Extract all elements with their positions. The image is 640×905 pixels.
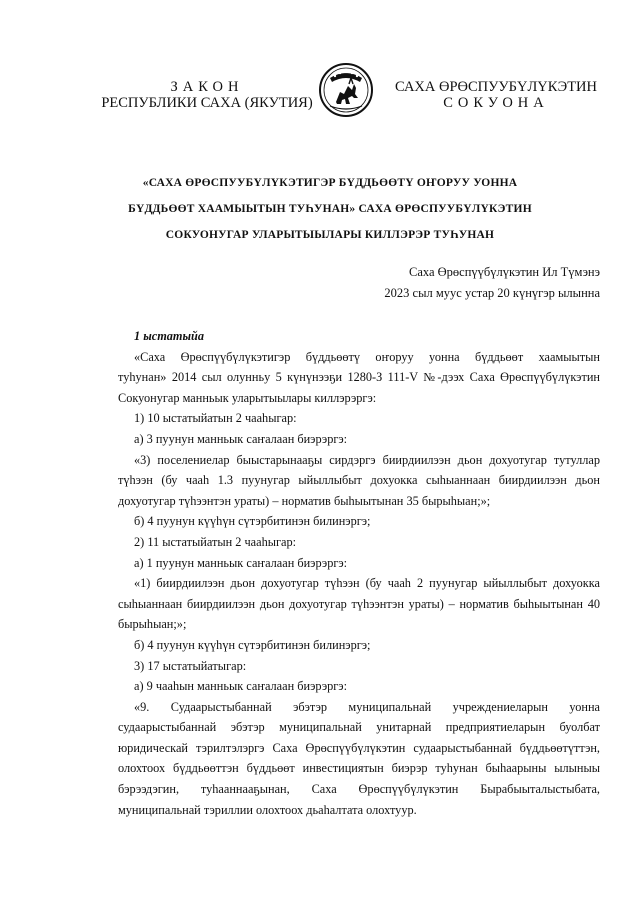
quote-9-line3: юридическай тэрилтэлэргэ Саха Өрөспүүбүлүкэтин судаарыстыбаннай бүддьөөтүттэн, — [118, 740, 600, 755]
quote-9-line4: олохтоох бүддьөөттэн бүддьөөт инвестициятын биэрэр туһунан быһаарыны ылыныы — [118, 761, 600, 776]
law-title — [120, 170, 540, 248]
title-line1: «САХА ӨРӨСПУУБҮЛҮКЭТИГЭР БҮДДЬӨӨТҮ ОҤОРУУ УОННА — [142, 177, 518, 189]
adoption-line2: 2023 сыл муус устар 20 күнүгэр ылынна — [384, 286, 600, 300]
item-1: 1) 10 ыстатыйатын 2 чааһыгар: — [134, 411, 297, 426]
quote-3-line1: «3) поселениелар быыстарынааҕы сирдэргэ биирдиилээн дьон дохуотугар тутуллар — [134, 452, 600, 467]
title-line3: СОКУОНУГАР УЛАРЫТЫЫЛАРЫ КИЛЛЭРЭР ТУҺУНАН — [165, 229, 495, 241]
item-1b: б) 4 пуунун күүһүн сүтэрбитинэн билинэргэ; — [134, 514, 371, 529]
quote-9-line6: муниципальнай тэриллии олохтоох дьаһалтата олохтуур. — [118, 802, 417, 817]
header-left-line1: ЗАКОН — [170, 79, 244, 95]
intro-line2: туһунан» 2014 сыл олунньу 5 күнүнээҕи 1280-З 111-V №-дээх Саха Өрөспүүбүлүкэтин — [118, 370, 600, 385]
document-body — [118, 326, 600, 820]
quote-9-line1: «9. Судаарыстыбаннай эбэтэр муниципальнай учреждениеларын уонна — [134, 699, 600, 714]
header-right-line2: СОКУОНА — [443, 95, 549, 111]
item-3: 3) 17 ыстатыйатыгар: — [134, 658, 247, 673]
item-1a: а) 3 пуунун манньык саҥалаан биэрэргэ: — [134, 431, 348, 446]
title-line2: БҮДДЬӨӨТ ХААМЫЫТЫН ТУҺУНАН» САХА ӨРӨСПУУБҮЛҮКЭТИН — [128, 203, 532, 215]
header-left-line2: РЕСПУБЛИКИ САХА (ЯКУТИЯ) — [101, 95, 313, 111]
item-2a: а) 1 пуунун манньык саҥалаан биэрэргэ: — [134, 555, 348, 570]
header-yakut — [380, 79, 612, 111]
quote-3-line2: түһээн (бу чааһ 1.3 пуунугар ыйыллыбыт дохуокка сыһыаннаан биирдиилээн дьон — [118, 473, 600, 488]
intro-line1: «Саха Өрөспүүбүлүкэтигэр бүддьөөтү оҥоруу уонна бүддьөөт хаамыытын — [134, 349, 600, 364]
item-3a: а) 9 чааһын манньык саҥалаан биэрэргэ: — [134, 679, 347, 694]
intro-line3: Сокуонугар манньык уларытыылары киллэрэргэ: — [118, 390, 377, 405]
quote-1-line3: бырыһыан;»; — [118, 617, 187, 632]
header-right-line1: САХА ӨРӨСПУУБҮЛҮКЭТИН — [395, 79, 597, 95]
adoption-line1: Саха Өрөспүүбүлүкэтин Ил Түмэнэ — [408, 265, 600, 279]
item-2b: б) 4 пуунун күүһүн сүтэрбитинэн билинэргэ; — [134, 637, 371, 652]
adoption-note — [384, 262, 600, 304]
article-heading: 1 ыстатыйа — [134, 329, 205, 343]
header-russian — [92, 79, 322, 111]
coat-of-arms-emblem-icon — [318, 62, 374, 118]
quote-1-line1: «1) биирдиилээн дьон дохуотугар түһээн (бу чааһ 2 пуунугар ыйыллыбыт дохуокка — [134, 576, 600, 591]
quote-1-line2: сыһыаннаан биирдиилээн дьон дохуотугар түһээнтэн ураты) – норматив быһыытынан 40 — [118, 596, 600, 611]
quote-3-line3: дохуотугар түһээнтэн ураты) – норматив быһыытынан 35 бырыһыан;»; — [118, 493, 491, 508]
item-2: 2) 11 ыстатыйатын 2 чааһыгар: — [134, 534, 297, 549]
quote-9-line5: бэрээдэгин, туһааннааҕынан, Саха Өрөспүүбүлүкэтин Бырабыыталыстыбата, — [118, 782, 600, 797]
quote-9-line2: судаарыстыбаннай эбэтэр муниципальнай унитарнай предприятиеларын буолбат — [118, 720, 600, 735]
